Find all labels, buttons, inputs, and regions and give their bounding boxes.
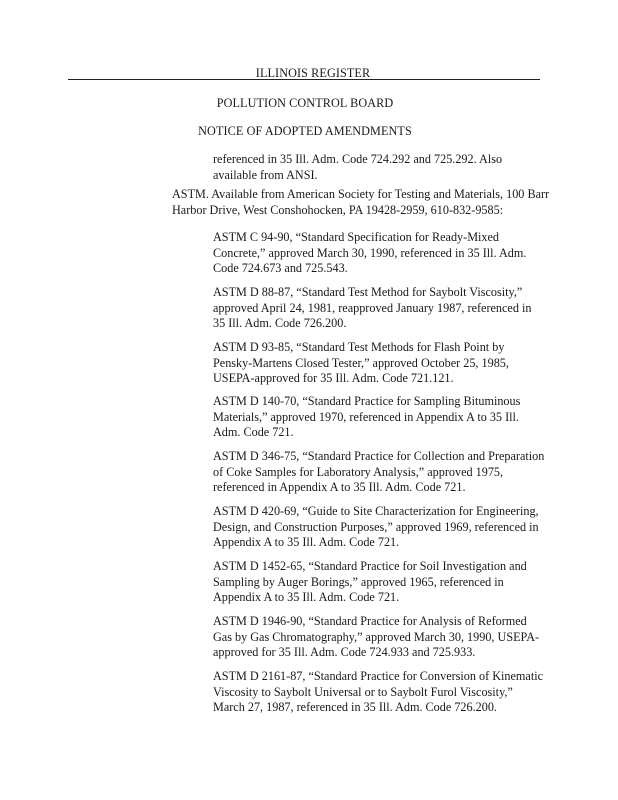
continuation-paragraph: referenced in 35 Ill. Adm. Code 724.292 and 725.292. Also available from ANSI.	[213, 152, 503, 182]
astm-entry: ASTM D 1452-65, “Standard Practice for Soil Investigation and Sampling by Auger Borings,” approved 1965, referenced in Appendix A to 35 Ill. Adm. Code 721.	[213, 559, 527, 605]
astm-entry: ASTM D 346-75, “Standard Practice for Collection and Preparation of Coke Samples for Laboratory Analysis,” approved 1975, referenced in Appendix A to 35 Ill. Adm. Code 721.	[213, 449, 545, 495]
board-title: POLLUTION CONTROL BOARD	[216, 96, 394, 110]
astm-entry: ASTM D 2161-87, “Standard Practice for Conversion of Kinematic Viscosity to Saybolt Universal or to Saybolt Furol Viscosity,” March 27, 1987, referenced in 35 Ill. Adm. Code 726.200.	[213, 669, 544, 715]
register-title: ILLINOIS REGISTER	[255, 66, 371, 80]
astm-entry: ASTM D 1946-90, “Standard Practice for Analysis of Reformed Gas by Gas Chromatography,” approved March 30, 1990, USEPA-approved for 35 Ill. Adm. Code 724.933 and 725.933.	[213, 614, 540, 660]
astm-entry: ASTM D 420-69, “Guide to Site Characterization for Engineering, Design, and Construction Purposes,” approved 1969, referenced in Appendix A to 35 Ill. Adm. Code 721.	[213, 504, 539, 550]
astm-entry: ASTM D 93-85, “Standard Test Methods for Flash Point by Pensky-Martens Closed Tester,” approved October 25, 1985, USEPA-approved for 35 Ill. Adm. Code 721.121.	[213, 340, 509, 386]
notice-title: NOTICE OF ADOPTED AMENDMENTS	[198, 124, 412, 138]
astm-entry: ASTM D 140-70, “Standard Practice for Sampling Bituminous Materials,” approved 1970, referenced in Appendix A to 35 Ill. Adm. Code 721.	[213, 394, 521, 440]
astm-entry: ASTM D 88-87, “Standard Test Method for Saybolt Viscosity,” approved April 24, 1981, reapproved January 1987, referenced in 35 Ill. Adm. Code 726.200.	[213, 285, 532, 331]
header-rule	[68, 79, 540, 80]
astm-entry: ASTM C 94-90, “Standard Specification for Ready-Mixed Concrete,” approved March 30, 1990, referenced in 35 Ill. Adm. Code 724.673 and 725.543.	[213, 230, 527, 276]
astm-intro-paragraph: ASTM. Available from American Society for Testing and Materials, 100 Barr Harbor Drive, West Conshohocken, PA 19428-2959, 610-832-9585:	[172, 187, 550, 217]
